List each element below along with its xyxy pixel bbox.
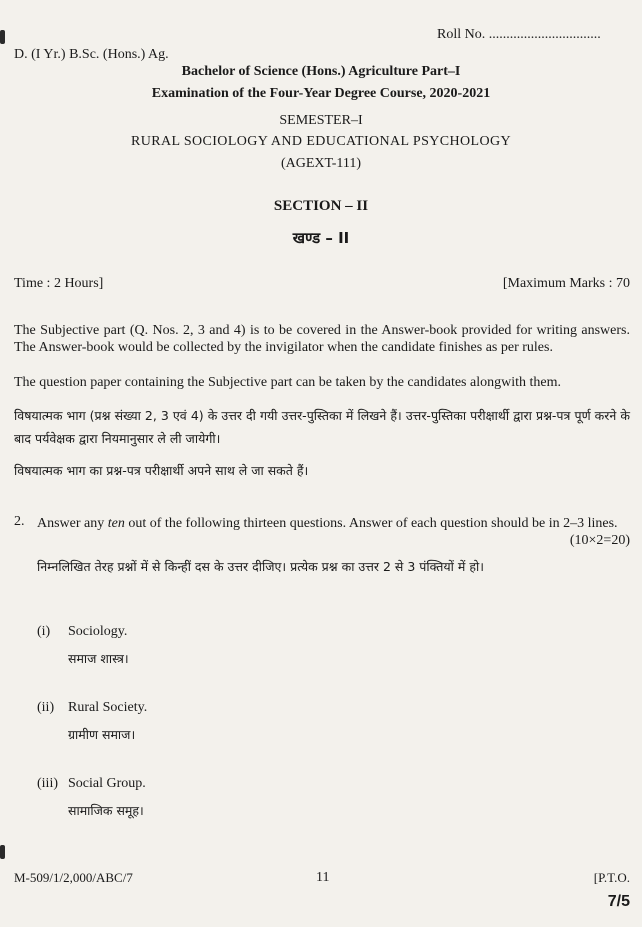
- question-marks: (10×2=20): [569, 533, 630, 548]
- paper-code: M-509/1/2,000/ABC/7: [14, 870, 133, 885]
- question-text-emphasis: ten: [107, 516, 125, 531]
- question-text-end: out of the following thirteen questions. Answer of each question should be in 2–3 lines.: [124, 516, 618, 531]
- sub-question-en: Rural Society.: [68, 700, 148, 715]
- subject-title: RURAL SOCIOLOGY AND EDUCATIONAL PSYCHOLOGY: [130, 134, 512, 149]
- sub-question-hi: सामाजिक समूह।: [68, 803, 144, 818]
- maximum-marks: [Maximum Marks : 70: [502, 276, 630, 291]
- pto-marker: [P.T.O.: [593, 870, 630, 885]
- sub-question-hi: ग्रामीण समाज।: [68, 727, 136, 742]
- instruction-hi-2: विषयात्मक भाग का प्रश्न-पत्र परीक्षार्थी अपने साथ ले जा सकते हैं।: [14, 463, 309, 478]
- binding-mark: [0, 30, 5, 44]
- sub-question-number: (iii): [37, 776, 58, 791]
- instruction-hi-1: विषयात्मक भाग (प्रश्न संख्या 2, 3 एवं 4) के उत्तर दी गयी उत्तर-पुस्तिका में लिखने हैं। उत्तर-पुस्तिका परीक्षार्थी द्वारा प्रश्न-पत्र पूर्ण करने के बाद पर्यवेक्षक द्वारा नियमानुसार ले ली जायेगी।: [14, 408, 630, 446]
- page-number: 11: [316, 870, 330, 885]
- sub-question-number: (ii): [37, 700, 55, 715]
- question-text-hi: निम्नलिखित तेरह प्रश्नों में से किन्हीं दस के उत्तर दीजिए। प्रत्येक प्रश्न का उत्तर 2 से 3 पंक्तियों में हो।: [37, 559, 484, 574]
- page-mark: 7/5: [607, 893, 630, 910]
- sub-question-en: Social Group.: [68, 776, 146, 791]
- time-allowed: Time : 2 Hours]: [14, 276, 104, 291]
- instruction-en-1: The Subjective part (Q. Nos. 2, 3 and 4) is to be covered in the Answer-book provided for writing answers. The Answer-book would be collected by the invigilator when the candidate finishes as per rules.: [14, 323, 630, 355]
- sub-question-hi: समाज शास्त्र।: [68, 651, 129, 666]
- subject-code: (AGEXT-111): [280, 156, 362, 171]
- title-line-2: Examination of the Four-Year Degree Course, 2020-2021: [151, 86, 491, 101]
- question-text-start: Answer any: [37, 516, 108, 531]
- semester: SEMESTER–I: [279, 113, 363, 128]
- title-line-1: Bachelor of Science (Hons.) Agriculture Part–I: [181, 64, 461, 79]
- section-heading-hi: खण्ड – II: [292, 229, 350, 247]
- question-number: 2.: [14, 514, 25, 529]
- section-heading-en: SECTION – II: [273, 198, 369, 214]
- binding-mark: [0, 845, 5, 859]
- question-text: [37, 514, 630, 533]
- instruction-en-2: The question paper containing the Subjective part can be taken by the candidates alongwith them.: [14, 375, 561, 390]
- sub-question-number: (i): [37, 624, 51, 639]
- sub-question-en: Sociology.: [68, 624, 128, 639]
- roll-number-field: Roll No. ................................: [437, 27, 601, 42]
- course-code: D. (I Yr.) B.Sc. (Hons.) Ag.: [14, 47, 169, 62]
